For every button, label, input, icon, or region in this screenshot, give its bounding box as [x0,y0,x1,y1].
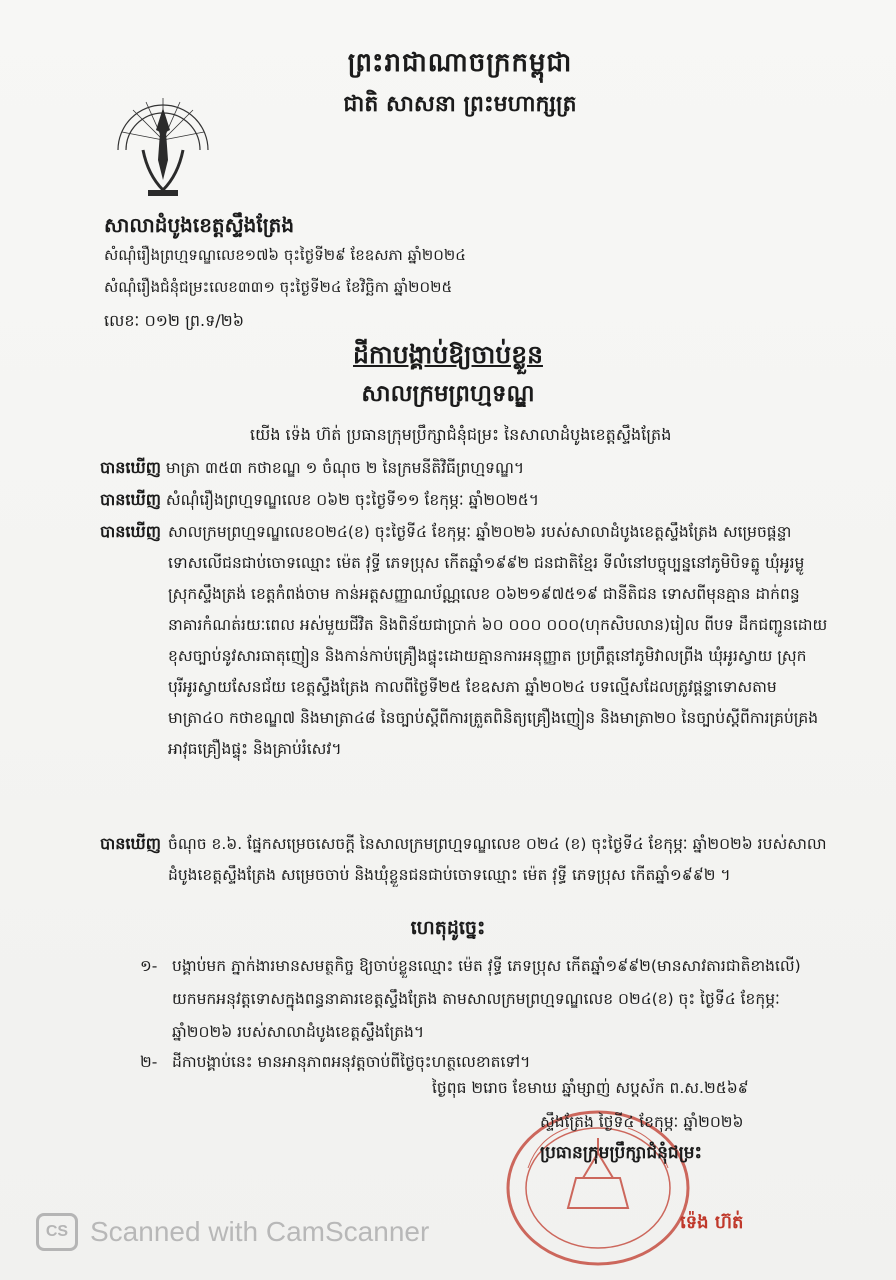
camscanner-logo-icon: CS [36,1213,78,1251]
reason-heading: ហេតុដូច្នេះ [410,917,486,939]
considering-text: សំណុំរឿងព្រហ្មទណ្ឌលេខ ០៦២ ចុះថ្ងៃទី១១ ខែកុម្ភៈ ឆ្នាំ២០២៥។ [165,491,539,509]
order-item-text: ដីកាបង្គាប់នេះ មានអានុភាពអនុវត្តចាប់ពីថ្ងៃចុះហត្ថលេខាតទៅ។ [172,1053,531,1071]
considering-label: បានឃើញ [100,834,161,853]
considering-text: ចំណុច ខ.៦. ផ្នែកសម្រេចសេចក្ដី នៃសាលក្រមព្រហ្មទណ្ឌលេខ ០២៤ (ខ) ចុះថ្ងៃទី៤ ខែកុម្ភៈ ឆ្នាំ២០២៦ របស់សាលាដំបូងខេត្តស្ទឹងត្រែង សម្រេចចាប់ និងឃុំខ្លួនជនជាប់ចោទឈ្មោះ ម៉េត វុទ្ធី ភេទប្រុស កើតឆ្នាំ១៩៩២ ។ [168,835,827,884]
signatory-role: ប្រធានក្រុមប្រឹក្សាជំនុំជម្រះ [540,1143,703,1163]
order-item [140,950,830,1049]
considering-label: បានឃើញ [100,458,161,477]
considering-text: មាត្រា ៣៥៣ កថាខណ្ឌ ១ ចំណុច ២ នៃក្រមនីតិវិធីព្រហ្មទណ្ឌ។ [165,459,525,477]
document-subtitle: សាលក្រមព្រហ្មទណ្ឌ [361,381,535,407]
watermark-text: Scanned with CamScanner [90,1216,430,1247]
camscanner-watermark [36,1210,429,1254]
document-number: លេខៈ ០១២ ព្រ.ទ/២៦ [104,311,245,330]
place-date: ស្ទឹងត្រែង ថ្ងៃទី៤ ខែកុម្ភៈ ឆ្នាំ២០២៦ [540,1113,744,1131]
considering-paragraph [100,516,830,765]
case-reference-2: សំណុំរឿងជំនុំជម្រះលេខ៣៣១ ចុះថ្ងៃទី២៤ ខែវិច្ឆិកា ឆ្នាំ២០២៥ [104,278,453,296]
considering-label: បានឃើញ [100,522,161,541]
considering-paragraph [100,484,830,516]
national-motto: ជាតិ សាសនា ព្រះមហាក្សត្រ [343,92,577,117]
signatory-name: ទ៉េង ហ៊ត់ [680,1212,744,1233]
lunar-date: ថ្ងៃពុធ ២រោច ខែមាឃ ឆ្នាំម្សាញ់ សប្តស័ក ព.ស.២៥៦៩ [432,1079,749,1097]
court-emblem-icon [108,80,218,205]
order-item [140,1046,830,1079]
case-reference-1: សំណុំរឿងព្រហ្មទណ្ឌលេខ១៧៦ ចុះថ្ងៃទី២៩ ខែឧសភា ឆ្នាំ២០២៤ [104,246,466,264]
order-item-number: ១- [140,957,158,975]
intro-line: យើង ទ៉េង ហ៊ត់ ប្រធានក្រុមប្រឹក្សាជំនុំជម្រះ នៃសាលាដំបូងខេត្តស្ទឹងត្រែង [250,425,672,444]
considering-paragraph [100,452,830,484]
order-item-text: បង្គាប់មក ភ្នាក់ងារមានសមត្ថកិច្ច ឱ្យចាប់ខ្លួនឈ្មោះ ម៉េត វុទ្ធី ភេទប្រុស កើតឆ្នាំ១៩៩២(មានសាវតារជាតិខាងលើ) យកមកអនុវត្តទោសក្នុងពន្ធនាគារខេត្តស្ទឹងត្រែង តាមសាលក្រមព្រហ្មទណ្ឌលេខ ០២៤(ខ) ចុះ ថ្ងៃទី៤ ខែកុម្ភៈ ឆ្នាំ២០២៦ របស់សាលាដំបូងខេត្តស្ទឹងត្រែង។ [172,957,801,1041]
header-block [300,46,620,122]
considering-paragraph [100,828,830,891]
court-name: សាលាដំបូងខេត្តស្ទឹងត្រែង [104,213,295,237]
order-item-number: ២- [140,1053,158,1071]
kingdom-title: ព្រះរាជាណាចក្រកម្ពុជា [347,48,573,78]
considering-text: សាលក្រមព្រហ្មទណ្ឌលេខ០២៤(ខ) ចុះថ្ងៃទី៤ ខែកុម្ភៈ ឆ្នាំ២០២៦ របស់សាលាដំបូងខេត្តស្ទឹងត្រែង សម្រេចផ្ដន្ទាទោសលើជនជាប់ចោទឈ្មោះ ម៉េត វុទ្ធី ភេទប្រុស កើតឆ្នាំ១៩៩២ ជនជាតិខ្មែរ ទីលំនៅបច្ចុប្បន្ននៅភូមិបិទត្នូ ឃុំអូរម្លូ ស្រុកស្ទឹងត្រង់ ខេត្តកំពង់ចាម កាន់អត្តសញ្ញាណប័ណ្ណលេខ ០៦២១៩៧៥១៩ ជានីតិជន ទោសពីមុនគ្មាន ដាក់ពន្ធនាគារកំណត់រយៈពេល អស់មួយជីវិត និងពិន័យជាប្រាក់ ៦០ ០០០ ០០០(ហុកសិបលាន)រៀល ពីបទ ដឹកជញ្ជូនដោយខុសច្បាប់នូវសារធាតុញៀន និងកាន់កាប់គ្រឿងផ្ទុះដោយគ្មានការអនុញ្ញាត ប្រព្រឹត្តនៅភូមិវាលព្រីង ឃុំអូរស្វាយ ស្រុកបុរីអូរស្វាយសែនជ័យ ខេត្តស្ទឹងត្រែង កាលពីថ្ងៃទី២៥ ខែឧសភា ឆ្នាំ២០២៤ បទល្មើសដែលត្រូវផ្ដន្ទាទោសតាមមាត្រា៤០ កថាខណ្ឌ៧ និងមាត្រា៤៨ នៃច្បាប់ស្ដីពីការត្រួតពិនិត្យគ្រឿងញៀន និងមាត្រា២០ នៃច្បាប់ស្ដីពីការគ្រប់គ្រងអាវុធគ្រឿងផ្ទុះ និងគ្រាប់រំសេវ។ [168,523,828,758]
document-title: ដីកាបង្គាប់ឱ្យចាប់ខ្លួន [353,340,543,369]
considering-label: បានឃើញ [100,490,161,509]
